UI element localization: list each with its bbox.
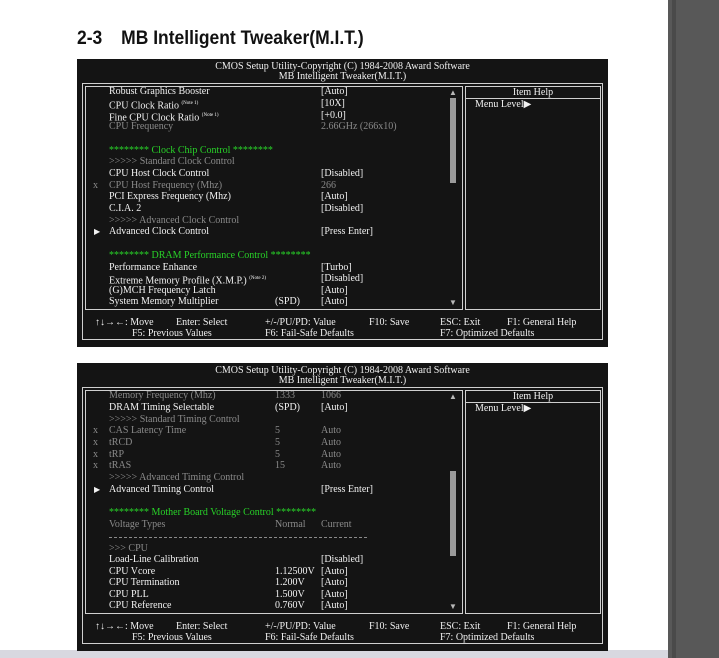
scrollbar-thumb[interactable]	[450, 471, 456, 556]
setting-label-text: Extreme Memory Profile (X.M.P.)	[109, 275, 247, 287]
setting-label-text: CPU Clock Ratio	[109, 100, 180, 112]
key-move: ↑↓→←: Move	[95, 621, 154, 632]
key-save: F10: Save	[369, 317, 410, 328]
bios-title-line2: MB Intelligent Tweaker(M.I.T.)	[278, 71, 407, 82]
setting-label[interactable]: Performance Enhance	[109, 262, 198, 273]
item-help-panel	[465, 390, 601, 614]
section-header: ******** Mother Board Voltage Control ********	[109, 507, 317, 518]
setting-value[interactable]: [Auto]	[321, 577, 348, 588]
key-move: ↑↓→←: Move	[95, 317, 154, 328]
bios-title-line1: CMOS Setup Utility-Copyright (C) 1984-2008 Award Software	[215, 61, 470, 72]
setting-label: CPU Frequency	[109, 121, 174, 132]
note-marker: (Note 2)	[249, 276, 267, 281]
setting-label[interactable]: Load-Line Calibration	[109, 554, 199, 565]
key-optimized: F7: Optimized Defaults	[440, 328, 535, 339]
item-help-title: Item Help	[512, 391, 554, 402]
scroll-up-arrow[interactable]: ▲	[449, 392, 457, 401]
subsection-header: >>>>> Advanced Clock Control	[109, 215, 240, 226]
key-prev-values: F5: Previous Values	[132, 328, 212, 339]
key-help: F1: General Help	[507, 621, 577, 632]
bios-title-line2: MB Intelligent Tweaker(M.I.T.)	[278, 375, 407, 386]
setting-label: Memory Frequency (Mhz)	[109, 390, 216, 401]
subsection-header: >>>>> Standard Clock Control	[109, 156, 235, 167]
column-header-current: Current	[321, 519, 352, 530]
viewer-scrollbar[interactable]	[672, 0, 676, 658]
key-failsafe: F6: Fail-Safe Defaults	[265, 632, 354, 643]
setting-label: tRAS	[109, 460, 132, 471]
setting-current: 1333	[275, 390, 295, 401]
key-value: +/-/PU/PD: Value	[265, 317, 336, 328]
bios-screen-1	[77, 59, 608, 347]
setting-value[interactable]: [Auto]	[321, 285, 348, 296]
setting-value[interactable]: [+0.0]	[321, 110, 346, 121]
setting-label[interactable]: Advanced Timing Control	[109, 484, 215, 495]
disabled-marker: x	[93, 437, 98, 448]
setting-label[interactable]: CPU Termination	[109, 577, 180, 588]
setting-current: 5	[275, 437, 280, 448]
disabled-marker: x	[93, 425, 98, 436]
setting-current: 5	[275, 449, 280, 460]
setting-value[interactable]: [Disabled]	[321, 168, 364, 179]
setting-label[interactable]: Advanced Clock Control	[109, 226, 209, 237]
setting-label: tRCD	[109, 437, 133, 448]
setting-value[interactable]: [Auto]	[321, 589, 348, 600]
setting-value[interactable]: [Auto]	[321, 566, 348, 577]
setting-value[interactable]: [Disabled]	[321, 273, 364, 284]
setting-value[interactable]: [Auto]	[321, 402, 348, 413]
note-marker: (Note 1)	[201, 113, 219, 118]
setting-value: Auto	[321, 425, 341, 436]
setting-label[interactable]: CPU PLL	[109, 589, 149, 600]
setting-value: Auto	[321, 437, 341, 448]
key-help: F1: General Help	[507, 317, 577, 328]
setting-current: 5	[275, 425, 280, 436]
setting-label[interactable]: CPU Reference	[109, 600, 172, 611]
scroll-up-arrow[interactable]: ▲	[449, 88, 457, 97]
section-title: MB Intelligent Tweaker(M.I.T.)	[121, 28, 364, 49]
setting-current: 1.500V	[275, 589, 305, 600]
setting-value: 266	[321, 180, 336, 191]
key-save: F10: Save	[369, 621, 410, 632]
setting-label: CAS Latency Time	[109, 425, 187, 436]
setting-value: 1066	[321, 390, 341, 401]
scrollbar-thumb[interactable]	[450, 98, 456, 183]
section-header: ******** DRAM Performance Control ********	[109, 250, 311, 261]
key-failsafe: F6: Fail-Safe Defaults	[265, 328, 354, 339]
key-exit: ESC: Exit	[440, 621, 481, 632]
scroll-down-arrow[interactable]: ▼	[449, 298, 457, 307]
setting-current: (SPD)	[275, 402, 301, 413]
setting-current: 1.12500V	[275, 566, 315, 577]
setting-label: tRP	[109, 449, 125, 460]
setting-value: 2.66GHz (266x10)	[321, 121, 397, 132]
setting-label[interactable]: (G)MCH Frequency Latch	[109, 285, 216, 296]
note-marker: (Note 1)	[181, 101, 199, 106]
setting-value[interactable]: [Press Enter]	[321, 226, 373, 237]
setting-current: (SPD)	[275, 296, 301, 307]
key-select: Enter: Select	[176, 317, 228, 328]
setting-label[interactable]	[109, 273, 266, 285]
item-help-panel	[465, 86, 601, 310]
setting-label[interactable]	[109, 98, 198, 110]
section-number: 2-3	[77, 28, 103, 49]
subsection-header: >>>>> Advanced Timing Control	[109, 472, 245, 483]
column-header-types: Voltage Types	[109, 519, 166, 530]
key-select: Enter: Select	[176, 621, 228, 632]
setting-label[interactable]: C.I.A. 2	[109, 203, 142, 214]
column-header-normal: Normal	[275, 519, 306, 530]
setting-value: Auto	[321, 460, 341, 471]
setting-value[interactable]: [Press Enter]	[321, 484, 373, 495]
setting-value[interactable]: [Disabled]	[321, 203, 364, 214]
disabled-marker: x	[93, 180, 98, 191]
setting-value[interactable]: [Auto]	[321, 600, 348, 611]
key-exit: ESC: Exit	[440, 317, 481, 328]
setting-label: CPU Host Frequency (Mhz)	[109, 180, 223, 191]
setting-value[interactable]: [10X]	[321, 98, 345, 109]
subsection-header: >>>>> Standard Timing Control	[109, 414, 240, 425]
setting-current: 15	[275, 460, 285, 471]
setting-label-text: Fine CPU Clock Ratio	[109, 112, 200, 124]
key-prev-values: F5: Previous Values	[132, 632, 212, 643]
column-divider	[109, 537, 367, 538]
scroll-down-arrow[interactable]: ▼	[449, 602, 457, 611]
setting-label[interactable]: System Memory Multiplier	[109, 296, 219, 307]
setting-label[interactable]: CPU Host Clock Control	[109, 168, 210, 179]
section-header: ******** Clock Chip Control ********	[109, 145, 273, 156]
menu-level-text: Menu Level▶	[475, 403, 532, 414]
setting-current: 1.200V	[275, 577, 305, 588]
bios-title-line1: CMOS Setup Utility-Copyright (C) 1984-2008 Award Software	[215, 365, 470, 376]
section-heading	[77, 28, 364, 50]
disabled-marker: x	[93, 460, 98, 471]
setting-label[interactable]: CPU Vcore	[109, 566, 156, 577]
subsection-header: >>> CPU	[109, 543, 148, 554]
setting-label[interactable]: PCI Express Frequency (Mhz)	[109, 191, 231, 202]
setting-value[interactable]: [Turbo]	[321, 262, 352, 273]
setting-value[interactable]: [Auto]	[321, 86, 348, 97]
setting-current: 0.760V	[275, 600, 305, 611]
setting-value[interactable]: [Auto]	[321, 191, 348, 202]
setting-label[interactable]: Robust Graphics Booster	[109, 86, 210, 97]
key-value: +/-/PU/PD: Value	[265, 621, 336, 632]
disabled-marker: x	[93, 449, 98, 460]
setting-value: Auto	[321, 449, 341, 460]
submenu-arrow-icon: ▶	[94, 227, 101, 236]
page-footer-strip	[0, 650, 668, 658]
key-optimized: F7: Optimized Defaults	[440, 632, 535, 643]
setting-value[interactable]: [Disabled]	[321, 554, 364, 565]
item-help-title: Item Help	[512, 87, 554, 98]
submenu-arrow-icon: ▶	[94, 485, 101, 494]
menu-level-text: Menu Level▶	[475, 99, 532, 110]
bios-screen-2	[77, 363, 608, 651]
setting-value[interactable]: [Auto]	[321, 296, 348, 307]
setting-label[interactable]: DRAM Timing Selectable	[109, 402, 215, 413]
